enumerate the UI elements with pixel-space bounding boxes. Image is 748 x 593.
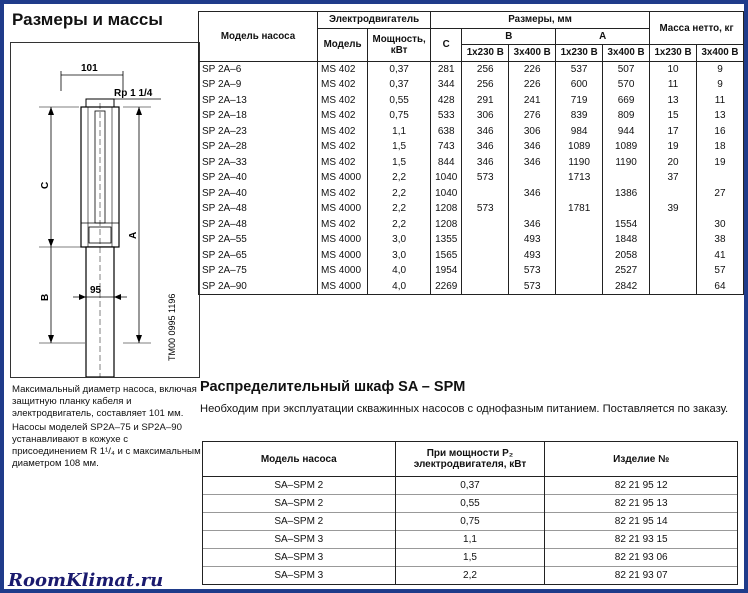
table-row: [203, 567, 738, 585]
table-cell: 346: [462, 139, 509, 155]
table-cell: [556, 232, 603, 248]
table-cell: 600: [556, 77, 603, 93]
table-cell: 4,0: [368, 279, 431, 295]
table-cell: 2,2: [368, 170, 431, 186]
table-cell: 0,75: [368, 108, 431, 124]
table-cell: 82 21 95 14: [545, 513, 738, 531]
table-cell: MS 4000: [318, 279, 368, 295]
table-cell: 1190: [603, 155, 650, 171]
table-cell: 537: [556, 61, 603, 77]
dimension-c-label: C: [40, 181, 51, 189]
table-cell: 2058: [603, 248, 650, 264]
pump-drawing: [11, 43, 199, 377]
table-cell: MS 402: [318, 186, 368, 202]
table-cell: 1386: [603, 186, 650, 202]
table-cell: 346: [509, 139, 556, 155]
table-cell: SP 2A–33: [199, 155, 318, 171]
table-cell: 276: [509, 108, 556, 124]
table-cell: SA–SPM 2: [203, 513, 396, 531]
table-cell: [650, 217, 697, 233]
table-cell: 256: [462, 61, 509, 77]
header-mass-1x230: 1x230 В: [650, 45, 697, 62]
table-cell: 1089: [603, 139, 650, 155]
table-cell: 984: [556, 124, 603, 140]
table-cell: 428: [431, 93, 462, 109]
table-cell: 226: [509, 77, 556, 93]
table-cell: 1565: [431, 248, 462, 264]
spm-header-product: Изделие №: [545, 442, 738, 477]
table-cell: [509, 201, 556, 217]
table-cell: MS 402: [318, 61, 368, 77]
table-cell: 1208: [431, 201, 462, 217]
table-cell: 11: [650, 77, 697, 93]
table-cell: [556, 186, 603, 202]
table-cell: 64: [696, 279, 743, 295]
caption-max-diameter: Максимальный диаметр насоса, включая защитную планку кабеля и электродвигатель, составляет 101 мм.: [12, 384, 197, 419]
table-cell: [462, 279, 509, 295]
table-cell: [462, 248, 509, 264]
table-row: [203, 495, 738, 513]
table-cell: 2,2: [368, 186, 431, 202]
header-b: B: [462, 28, 556, 45]
table-row: [199, 263, 744, 279]
table-cell: 2527: [603, 263, 650, 279]
table-cell: 41: [696, 248, 743, 264]
table-cell: 719: [556, 93, 603, 109]
table-cell: 2,2: [368, 217, 431, 233]
table-row: [199, 186, 744, 202]
table-cell: 20: [650, 155, 697, 171]
table-cell: 226: [509, 61, 556, 77]
table-row: [199, 232, 744, 248]
diagram-caption: [12, 384, 202, 472]
table-cell: 844: [431, 155, 462, 171]
table-cell: SP 2A–40: [199, 186, 318, 202]
header-motor: Электродвигатель: [318, 12, 431, 29]
table-cell: 346: [509, 186, 556, 202]
header-dimensions: Размеры, мм: [431, 12, 650, 29]
header-b-1x230: 1x230 В: [462, 45, 509, 62]
table-cell: 38: [696, 232, 743, 248]
table-cell: 1848: [603, 232, 650, 248]
dimension-95-label: 95: [90, 285, 102, 296]
header-net-mass: Масса нетто, кг: [650, 12, 744, 45]
table-cell: SP 2A–90: [199, 279, 318, 295]
table-cell: 16: [696, 124, 743, 140]
table-row: [199, 170, 744, 186]
table-cell: 1040: [431, 186, 462, 202]
table-cell: 3,0: [368, 248, 431, 264]
table-cell: [650, 279, 697, 295]
table-cell: 0,37: [368, 77, 431, 93]
table-cell: 0,37: [395, 477, 545, 495]
table-cell: 2,2: [395, 567, 545, 585]
spm-control-box-table: [202, 441, 738, 585]
table-row: [199, 248, 744, 264]
table-cell: [603, 201, 650, 217]
pump-dimension-diagram: [10, 42, 200, 378]
table-cell: [556, 217, 603, 233]
table-cell: 507: [603, 61, 650, 77]
table-cell: SP 2A–65: [199, 248, 318, 264]
table-cell: MS 402: [318, 108, 368, 124]
table-row: [199, 201, 744, 217]
table-cell: 82 21 93 06: [545, 549, 738, 567]
table-cell: SA–SPM 2: [203, 477, 396, 495]
table-cell: 39: [650, 201, 697, 217]
table-cell: 638: [431, 124, 462, 140]
table-row: [199, 93, 744, 109]
table-cell: 2,2: [368, 201, 431, 217]
header-motor-model: Модель: [318, 28, 368, 61]
table-cell: 1089: [556, 139, 603, 155]
header-mass-3x400: 3x400 В: [696, 45, 743, 62]
table-cell: 493: [509, 248, 556, 264]
table-cell: MS 4000: [318, 232, 368, 248]
table-cell: 9: [696, 77, 743, 93]
document-page: [4, 4, 744, 589]
table-cell: 2842: [603, 279, 650, 295]
table-cell: [603, 170, 650, 186]
table-cell: 573: [509, 263, 556, 279]
header-c: C: [431, 28, 462, 61]
spm-header-model: Модель насоса: [203, 442, 396, 477]
dimensions-table-body: [199, 61, 744, 295]
table-cell: 241: [509, 93, 556, 109]
table-row: [203, 531, 738, 549]
table-cell: 57: [696, 263, 743, 279]
table-row: [199, 124, 744, 140]
table-cell: 839: [556, 108, 603, 124]
table-cell: 19: [650, 139, 697, 155]
table-row: [203, 549, 738, 567]
table-row: [203, 477, 738, 495]
table-cell: 0,37: [368, 61, 431, 77]
table-cell: MS 402: [318, 155, 368, 171]
table-cell: SP 2A–75: [199, 263, 318, 279]
table-cell: SP 2A–55: [199, 232, 318, 248]
table-cell: 82 21 95 13: [545, 495, 738, 513]
table-cell: SP 2A–9: [199, 77, 318, 93]
table-cell: 18: [696, 139, 743, 155]
table-cell: SA–SPM 3: [203, 549, 396, 567]
table-cell: SP 2A–18: [199, 108, 318, 124]
table-cell: 0,55: [395, 495, 545, 513]
table-cell: 573: [509, 279, 556, 295]
table-cell: MS 4000: [318, 248, 368, 264]
table-cell: MS 402: [318, 139, 368, 155]
table-cell: [509, 170, 556, 186]
section-title-spm: Распределительный шкаф SA – SPM: [200, 379, 466, 395]
table-cell: MS 4000: [318, 201, 368, 217]
dimension-b-label: B: [40, 293, 51, 301]
table-cell: 1355: [431, 232, 462, 248]
table-cell: 1,1: [368, 124, 431, 140]
table-cell: 1713: [556, 170, 603, 186]
table-cell: 533: [431, 108, 462, 124]
table-cell: 1,5: [368, 155, 431, 171]
table-cell: SP 2A–48: [199, 201, 318, 217]
table-cell: 1190: [556, 155, 603, 171]
drawing-code: TM00 0995 1196: [167, 293, 177, 361]
table-cell: 10: [650, 61, 697, 77]
table-cell: SP 2A–28: [199, 139, 318, 155]
table-cell: SP 2A–23: [199, 124, 318, 140]
table-cell: 573: [462, 201, 509, 217]
table-cell: 27: [696, 186, 743, 202]
table-cell: MS 4000: [318, 263, 368, 279]
header-a-3x400: 3x400 В: [603, 45, 650, 62]
table-row: [199, 61, 744, 77]
table-cell: 0,75: [395, 513, 545, 531]
table-cell: 346: [462, 124, 509, 140]
table-cell: 9: [696, 61, 743, 77]
table-cell: 1040: [431, 170, 462, 186]
table-cell: 1208: [431, 217, 462, 233]
table-cell: [462, 186, 509, 202]
table-cell: 570: [603, 77, 650, 93]
table-cell: 346: [509, 155, 556, 171]
table-cell: 82 21 93 15: [545, 531, 738, 549]
table-cell: [556, 248, 603, 264]
table-row: [199, 217, 744, 233]
spm-header-power: При мощности P₂ электродвигателя, кВт: [395, 442, 545, 477]
header-a: A: [556, 28, 650, 45]
table-cell: [696, 170, 743, 186]
table-cell: MS 4000: [318, 170, 368, 186]
spm-description: Необходим при эксплуатации скважинных насосов с однофазным питанием. Поставляется по заказу.: [200, 403, 729, 415]
table-cell: 346: [462, 155, 509, 171]
table-cell: 1954: [431, 263, 462, 279]
table-cell: SA–SPM 3: [203, 531, 396, 549]
table-cell: MS 402: [318, 93, 368, 109]
dimension-a-label: A: [128, 231, 139, 239]
table-cell: 1781: [556, 201, 603, 217]
table-cell: SA–SPM 3: [203, 567, 396, 585]
table-row: [199, 77, 744, 93]
table-cell: 346: [509, 217, 556, 233]
table-cell: 573: [462, 170, 509, 186]
table-cell: 669: [603, 93, 650, 109]
table-cell: [696, 201, 743, 217]
table-cell: [650, 232, 697, 248]
table-cell: 743: [431, 139, 462, 155]
table-cell: [556, 279, 603, 295]
header-a-1x230: 1x230 В: [556, 45, 603, 62]
table-cell: 1,5: [368, 139, 431, 155]
table-cell: 82 21 93 07: [545, 567, 738, 585]
site-watermark-logo: RoomKlimat.ru: [8, 570, 164, 589]
table-cell: [462, 232, 509, 248]
table-cell: [650, 263, 697, 279]
table-cell: [462, 217, 509, 233]
table-cell: [462, 263, 509, 279]
table-cell: 82 21 95 12: [545, 477, 738, 495]
table-cell: 37: [650, 170, 697, 186]
table-cell: [650, 186, 697, 202]
table-cell: 493: [509, 232, 556, 248]
dimensions-weights-table: [198, 11, 744, 295]
table-cell: 1554: [603, 217, 650, 233]
table-cell: MS 402: [318, 124, 368, 140]
table-cell: SP 2A–6: [199, 61, 318, 77]
dimension-101-label: 101: [81, 63, 98, 74]
table-cell: 19: [696, 155, 743, 171]
table-cell: 11: [696, 93, 743, 109]
section-title-dimensions: Размеры и массы: [12, 10, 163, 29]
table-cell: [650, 248, 697, 264]
table-cell: 306: [462, 108, 509, 124]
header-pump-model: Модель насоса: [199, 12, 318, 62]
table-cell: 809: [603, 108, 650, 124]
caption-housing-note: Насосы моделей SP2A–75 и SP2A–90 устанавливают в кожухе с присоединением R 1¹/₄ и с максимальным диаметром 108 мм.: [12, 422, 201, 469]
table-cell: SP 2A–48: [199, 217, 318, 233]
table-row: [199, 139, 744, 155]
table-cell: 256: [462, 77, 509, 93]
table-row: [203, 513, 738, 531]
table-cell: 281: [431, 61, 462, 77]
table-cell: 306: [509, 124, 556, 140]
spm-table-body: [203, 477, 738, 585]
table-cell: MS 402: [318, 77, 368, 93]
thread-size-label: Rp 1 1/4: [114, 88, 153, 99]
table-row: [199, 279, 744, 295]
table-cell: SP 2A–13: [199, 93, 318, 109]
table-cell: 1,1: [395, 531, 545, 549]
table-cell: SA–SPM 2: [203, 495, 396, 513]
table-cell: 0,55: [368, 93, 431, 109]
table-cell: 13: [650, 93, 697, 109]
table-cell: 944: [603, 124, 650, 140]
table-cell: 3,0: [368, 232, 431, 248]
table-cell: 344: [431, 77, 462, 93]
table-cell: 17: [650, 124, 697, 140]
table-cell: 1,5: [395, 549, 545, 567]
table-cell: 2269: [431, 279, 462, 295]
table-cell: MS 402: [318, 217, 368, 233]
table-row: [199, 155, 744, 171]
header-power: Мощность, кВт: [368, 28, 431, 61]
header-b-3x400: 3x400 В: [509, 45, 556, 62]
table-cell: [556, 263, 603, 279]
table-cell: 30: [696, 217, 743, 233]
table-cell: 13: [696, 108, 743, 124]
table-cell: 4,0: [368, 263, 431, 279]
table-row: [199, 108, 744, 124]
table-cell: 291: [462, 93, 509, 109]
table-cell: 15: [650, 108, 697, 124]
table-cell: SP 2A–40: [199, 170, 318, 186]
